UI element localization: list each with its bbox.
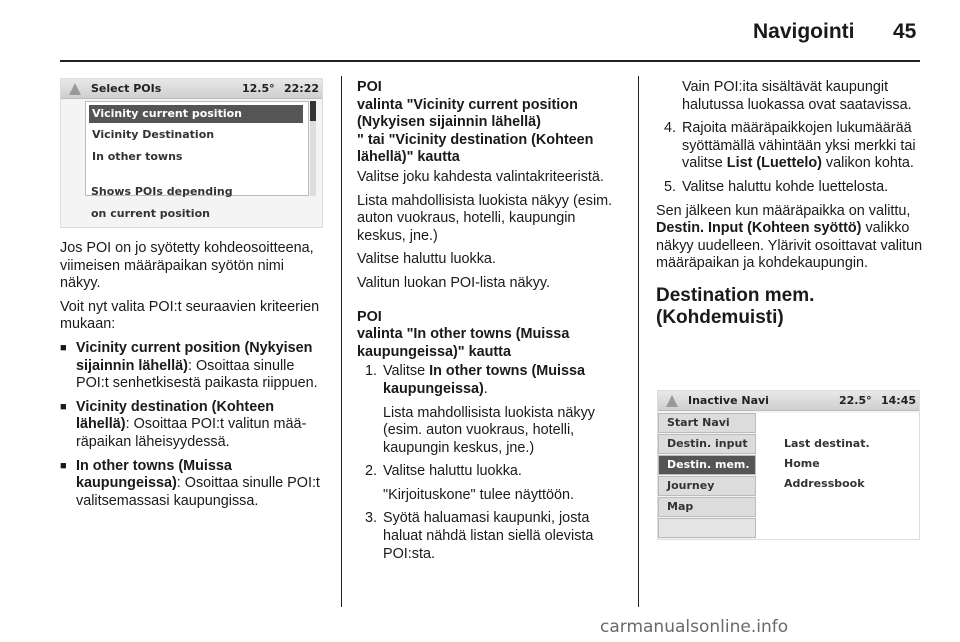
term-description: : Osoittaa sinulle POI:t valitsemassasi kaupungissa.	[76, 475, 320, 509]
paragraph	[656, 203, 926, 273]
subheading: POI	[357, 79, 382, 95]
step-text: Rajoita määräpaikkojen lukumäärää syöttämällä vähintään yksi merkki tai valitse	[682, 120, 916, 172]
column-divider	[341, 76, 342, 607]
bullet-square-icon: ■	[60, 459, 67, 472]
menu-item-destin-input[interactable]: Destin. input	[658, 434, 756, 454]
submenu-home[interactable]: Home	[784, 457, 820, 470]
step-paragraph: "Kirjoituskone" tulee näyttöön.	[383, 486, 575, 503]
menu-item-journey[interactable]: Journey	[658, 476, 756, 496]
step-number: 4.	[664, 120, 677, 137]
paragraph: Vain POI:ita sisältävät kaupungit halutussa luokassa ovat saatavissa.	[682, 79, 912, 113]
navi-menu	[658, 413, 756, 539]
column-divider	[638, 76, 639, 607]
step-item	[656, 120, 926, 173]
scrollbar-thumb	[310, 101, 316, 121]
poi-option-list	[85, 101, 309, 196]
step-number: 1.	[365, 363, 378, 380]
step-number: 2.	[365, 463, 378, 480]
list-item	[60, 340, 328, 393]
screen-title: Inactive Navi	[688, 394, 769, 407]
select-pois-screen	[60, 78, 323, 228]
paragraph: Valitse joku kahdesta valintakriteeristä.	[357, 168, 604, 185]
step-item	[357, 510, 627, 563]
step-text: valikon kohta.	[821, 155, 914, 172]
inactive-navi-screen	[657, 390, 920, 540]
list-item	[60, 458, 328, 511]
header-rule	[60, 60, 920, 62]
list-item	[60, 399, 328, 452]
subheading: POI	[357, 308, 382, 325]
menu-item-destin-mem[interactable]: Destin. mem.	[658, 455, 756, 475]
paragraph: Jos POI on jo syötetty kohdeosoitteena, viimeisen määräpaikan syötön nimi näkyy.	[60, 240, 314, 292]
paragraph: Lista mahdollisista luokista näkyy (esim. auton vuokraus, hotelli, kaupungin keskus, jne.)	[357, 192, 613, 244]
step-item	[357, 363, 627, 457]
temperature-readout: 12.5°	[242, 82, 275, 95]
column-one	[60, 240, 328, 516]
menu-term: In other towns (Muissa kaupungeissa)	[383, 363, 586, 397]
screen-title-bar	[658, 391, 919, 411]
menu-item-map[interactable]: Map	[658, 497, 756, 517]
menu-term: Destin. Input (Kohteen syöttö)	[656, 220, 862, 237]
step-text: Syötä haluamasi kaupunki, josta haluat nähdä listan siellä olevista POI:sta.	[383, 510, 594, 562]
step-number: 3.	[365, 510, 378, 527]
paragraph: Valitse haluttu luokka.	[357, 251, 496, 268]
bullet-square-icon: ■	[60, 341, 67, 354]
menu-item-empty	[658, 518, 756, 538]
temperature-readout: 22.5°	[839, 394, 872, 407]
term: Vicinity current position (Nykyisen sijainnin lähellä)	[76, 339, 313, 374]
step-text: Valitse haluttu kohde luettelosta.	[682, 178, 889, 195]
paragraph: Voit nyt valita POI:t seuraavien kriteerien mukaan:	[60, 298, 320, 333]
option-in-other-towns[interactable]: In other towns	[92, 150, 183, 163]
warning-triangle-icon	[69, 83, 81, 95]
bullet-square-icon: ■	[60, 400, 67, 413]
option-vicinity-current-position[interactable]: Vicinity current position	[89, 105, 303, 123]
clock-readout: 22:22	[284, 82, 320, 95]
warning-triangle-icon	[666, 395, 678, 407]
step-text: Valitse	[383, 363, 430, 380]
paragraph-text: Sen jälkeen kun määräpaikka on valittu,	[656, 202, 911, 219]
step-text: .	[483, 380, 488, 397]
submenu-panel	[756, 413, 919, 539]
term: Vicinity destination (Kohteen lähellä)	[76, 398, 275, 433]
subheading: valinta "In other towns (Muissa kaupungeissa)" kautta	[357, 326, 570, 360]
watermark: carmanualsonline.info	[600, 617, 789, 637]
screen-title: Select POIs	[91, 82, 162, 95]
subheading: valinta "Vicinity current position (Nykyisen sijainnin lähellä)	[357, 96, 578, 131]
paragraph: Valitun luokan POI-lista näkyy.	[357, 274, 551, 291]
term-description: : Osoittaa POI:t valitun määräpaikan läheisyydessä.	[76, 416, 307, 450]
step-item	[357, 463, 627, 504]
submenu-addressbook[interactable]: Addressbook	[784, 477, 865, 490]
menu-item-start-navi[interactable]: Start Navi	[658, 413, 756, 433]
subheading: " tai "Vicinity destination (Kohteen lähellä)" kautta	[357, 131, 594, 166]
section-heading: Destination mem. (Kohdemuisti)	[656, 284, 815, 328]
option-description-line: Shows POIs depending	[91, 185, 233, 198]
option-vicinity-destination[interactable]: Vicinity Destination	[92, 128, 215, 141]
term: In other towns (Muissa kaupungeissa)	[76, 457, 232, 492]
page-number: 45	[893, 20, 917, 43]
column-two	[357, 79, 627, 569]
paragraph-text: valikko näkyy uudelleen. Ylärivit osoittavat valitun määräpaikan ja kohdekaupungin.	[656, 220, 923, 272]
step-number: 5.	[664, 178, 677, 195]
page-section-title: Navigointi	[753, 20, 855, 43]
step-paragraph: Lista mahdollisista luokista näkyy (esim. auton vuokraus, hotelli, kaupungin keskus, jne.)	[383, 404, 595, 456]
clock-readout: 14:45	[881, 394, 917, 407]
option-description-line: on current position	[91, 207, 210, 220]
step-item	[656, 179, 926, 197]
term-description: : Osoittaa sinulle POI:t senhetkisestä paikasta riippuen.	[76, 357, 318, 392]
submenu-last-destination[interactable]: Last destinat.	[784, 437, 870, 450]
step-text: Valitse haluttu luokka.	[383, 463, 522, 480]
screen-title-bar	[61, 79, 322, 99]
column-three	[656, 79, 926, 329]
menu-term: List (Luettelo)	[726, 155, 822, 172]
